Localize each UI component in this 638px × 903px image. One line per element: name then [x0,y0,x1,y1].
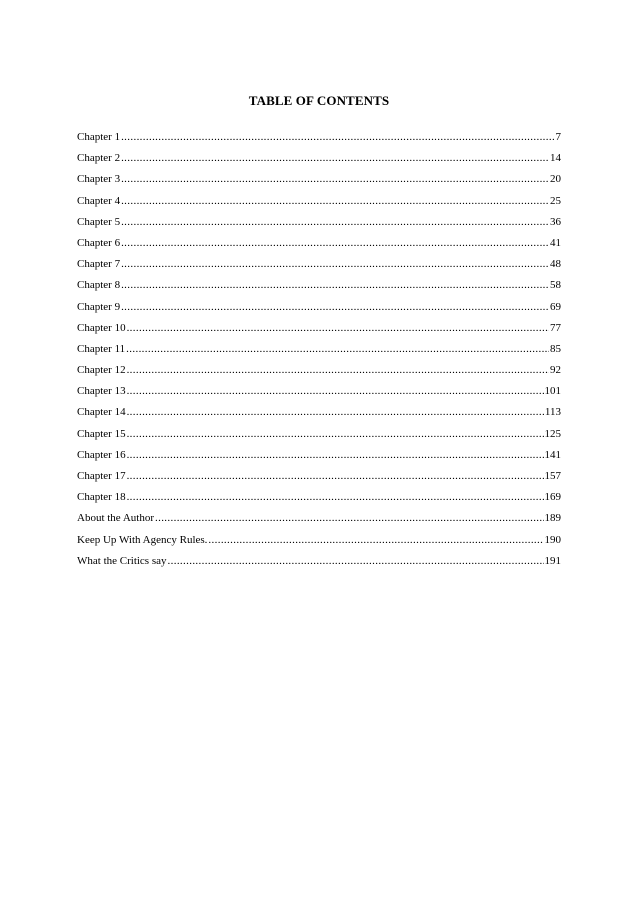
toc-entry-label: What the Critics say [77,554,167,567]
toc-entry[interactable] [77,216,561,237]
dot-leader [127,491,544,503]
toc-entry-page-number: 190 [544,533,561,546]
dot-leader [127,470,544,482]
toc-entry-label: Chapter 5 [77,215,121,228]
toc-entry[interactable] [77,555,561,576]
toc-entry[interactable] [77,301,561,322]
toc-list [77,131,561,576]
toc-entry-label: Chapter 10 [77,321,126,334]
dot-leader [121,301,549,313]
dot-leader [127,406,544,418]
dot-leader [121,237,549,249]
toc-entry-page-number: 77 [550,321,561,334]
toc-entry[interactable] [77,364,561,385]
toc-entry[interactable] [77,258,561,279]
dot-leader [121,131,554,143]
dot-leader [127,322,549,334]
toc-entry-page-number: 48 [550,258,561,271]
toc-entry[interactable] [77,237,561,258]
toc-entry-page-number: 157 [544,470,561,482]
toc-entry-page-number: 141 [544,448,561,461]
toc-entry-page-number: 69 [550,300,561,313]
toc-entry-label: Chapter 2 [77,152,121,165]
toc-entry-label: Chapter 7 [77,258,121,271]
toc-entry-page-number: 169 [544,491,561,504]
toc-entry[interactable] [77,279,561,300]
toc-entry-label: Chapter 12 [77,364,126,377]
dot-leader [121,258,549,270]
toc-entry-label: Chapter 6 [77,236,121,249]
toc-entry[interactable] [77,491,561,512]
dot-leader [208,534,543,546]
toc-entry[interactable] [77,152,561,173]
toc-entry-label: Chapter 4 [77,194,121,207]
toc-entry-label: Chapter 3 [77,173,121,186]
toc-entry-page-number: 25 [550,194,561,207]
dot-leader [155,512,544,524]
toc-entry[interactable] [77,406,561,427]
toc-entry-label: Chapter 14 [77,406,126,419]
dot-leader [121,195,549,207]
toc-entry-label: Chapter 9 [77,300,121,313]
toc-entry-label: Chapter 13 [77,385,126,398]
toc-entry-label: Chapter 17 [77,470,126,482]
toc-entry[interactable] [77,322,561,343]
toc-entry-label: Chapter 16 [77,448,126,461]
toc-entry[interactable] [77,195,561,216]
dot-leader [121,173,549,185]
dot-leader [127,385,544,397]
dot-leader [127,364,549,376]
toc-entry-page-number: 20 [550,173,561,186]
toc-entry[interactable] [77,470,561,491]
toc-entry[interactable] [77,131,561,152]
toc-entry-label: Keep Up With Agency Rules. [77,533,208,546]
toc-entry[interactable] [77,385,561,406]
toc-entry-page-number: 41 [550,236,561,249]
toc-entry-page-number: 191 [544,554,561,567]
dot-leader [121,216,549,228]
toc-entry-page-number: 101 [544,385,561,398]
toc-title: TABLE OF CONTENTS [248,93,390,108]
toc-entry[interactable] [77,428,561,449]
dot-leader [121,279,549,291]
toc-entry[interactable] [77,534,561,555]
toc-entry-label: Chapter 15 [77,427,126,440]
dot-leader [126,343,549,355]
toc-entry-label: Chapter 1 [77,131,121,143]
dot-leader [127,428,544,440]
toc-entry-page-number: 125 [544,427,561,440]
toc-entry-page-number: 14 [550,152,561,165]
toc-entry-page-number: 58 [550,279,561,292]
dot-leader [127,449,544,461]
toc-entry-page-number: 189 [544,512,561,525]
toc-entry[interactable] [77,173,561,194]
toc-entry-label: Chapter 11 [77,342,126,355]
toc-entry[interactable] [77,343,561,364]
toc-entry-page-number: 113 [544,406,561,419]
toc-entry-page-number: 92 [550,364,561,377]
toc-entry-page-number: 85 [550,342,561,355]
toc-entry-page-number: 7 [555,131,561,143]
toc-entry[interactable] [77,449,561,470]
toc-entry-label: Chapter 18 [77,491,126,504]
toc-entry-label: Chapter 8 [77,279,121,292]
dot-leader [121,152,549,164]
dot-leader [168,555,544,567]
toc-entry-page-number: 36 [550,215,561,228]
toc-entry-label: About the Author [77,512,154,525]
toc-entry[interactable] [77,512,561,533]
